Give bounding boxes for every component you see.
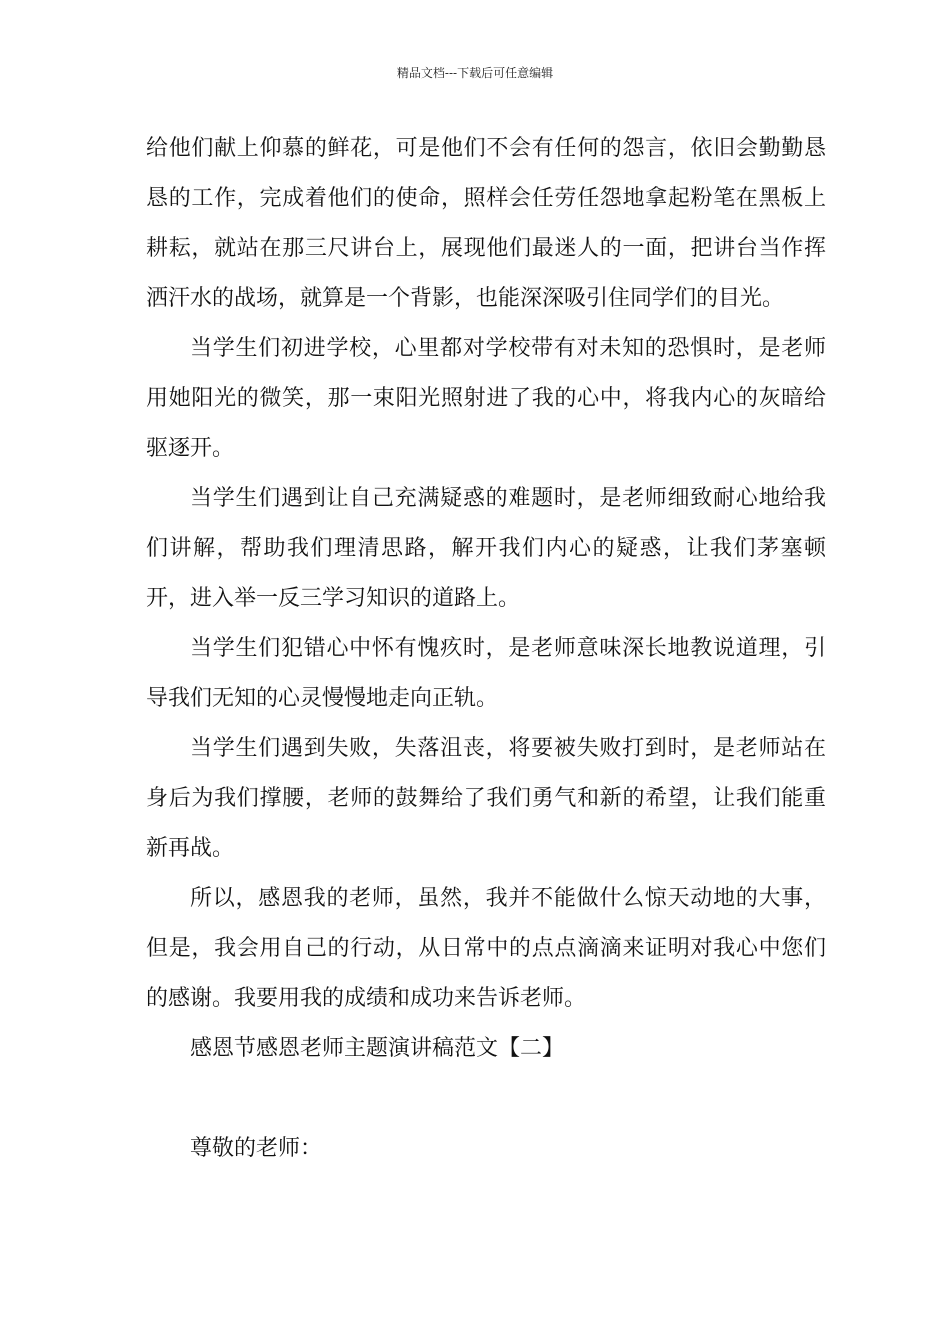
section-title: 感恩节感恩老师主题演讲稿范文【二】 <box>190 1036 565 1061</box>
blank-line <box>146 1074 826 1124</box>
paragraph: 当学生们遇到让自己充满疑惑的难题时，是老师细致耐心地给我们讲解，帮助我们理清思路，解开我们内心的疑惑，让我们茅塞顿开，进入举一反三学习知识的道路上。 <box>146 486 826 611</box>
paragraph: 当学生们遇到失败，失落沮丧，将要被失败打到时，是老师站在身后为我们撑腰，老师的鼓舞给了我们勇气和新的希望，让我们能重新再战。 <box>146 736 826 861</box>
document-body <box>146 124 826 1174</box>
salutation: 尊敬的老师： <box>190 1136 323 1161</box>
page-header: 精品文档---下载后可任意编辑 <box>396 66 554 80</box>
paragraph-continued: 给他们献上仰慕的鲜花，可是他们不会有任何的怨言，依旧会勤勤恳恳的工作，完成着他们的使命，照样会任劳任怨地拿起粉笔在黑板上耕耘，就站在那三尺讲台上，展现他们最迷人的一面，把讲台当作挥洒汗水的战场，就算是一个背影，也能深深吸引住同学们的目光。 <box>146 136 826 311</box>
paragraph: 当学生们犯错心中怀有愧疚时，是老师意味深长地教说道理，引导我们无知的心灵慢慢地走向正轨。 <box>146 636 826 711</box>
paragraph: 所以，感恩我的老师，虽然，我并不能做什么惊天动地的大事，但是，我会用自己的行动，从日常中的点点滴滴来证明对我心中您们的感谢。我要用我的成绩和成功来告诉老师。 <box>146 886 826 1011</box>
paragraph: 当学生们初进学校，心里都对学校带有对未知的恐惧时，是老师用她阳光的微笑，那一束阳光照射进了我的心中，将我内心的灰暗给驱逐开。 <box>146 336 826 461</box>
